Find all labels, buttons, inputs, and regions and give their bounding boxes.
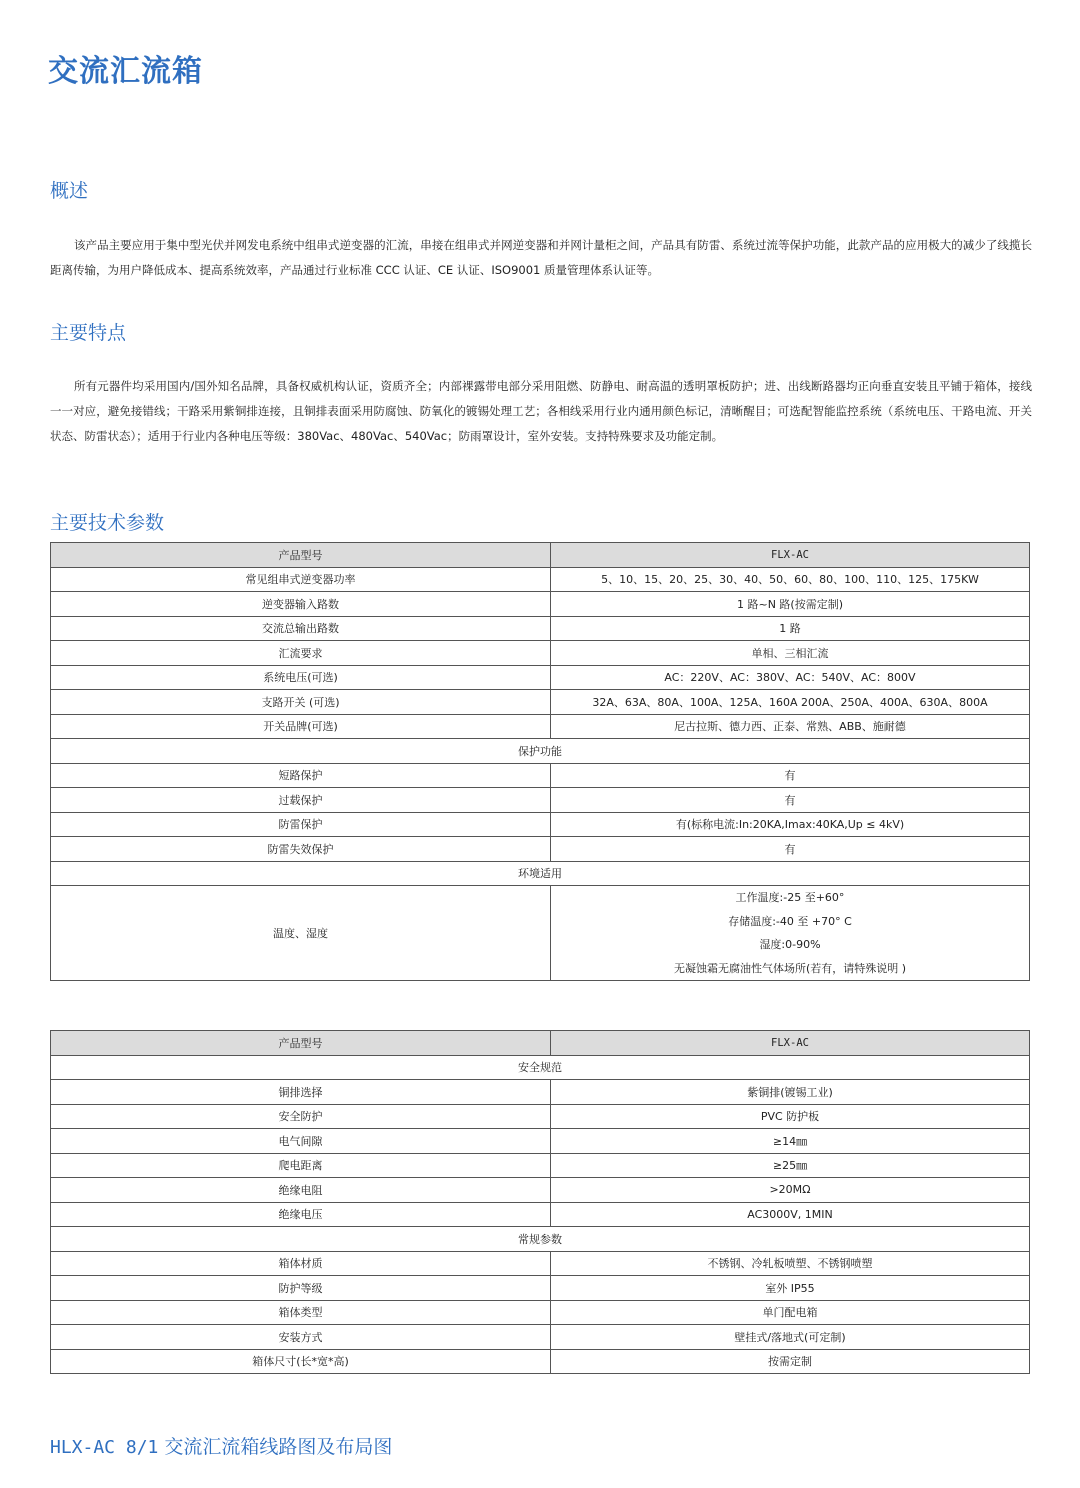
table2-group-a [51, 1080, 1030, 1227]
table-row [51, 641, 1030, 666]
table-row [51, 665, 1030, 690]
section-safety-cell: 安全规范 [51, 1055, 1030, 1080]
row-key-cell: 爬电距离 [51, 1153, 551, 1178]
row-value-cell: AC3000V, 1MIN [551, 1202, 1030, 1227]
env-line: 湿度:0-90% [759, 938, 821, 951]
row-key-cell: 短路保护 [51, 763, 551, 788]
row-value-cell: 5、10、15、20、25、30、40、50、60、80、100、110、125、175KW [551, 567, 1030, 592]
row-key-cell: 绝缘电阻 [51, 1178, 551, 1203]
row-value-cell: 单相、三相汇流 [551, 641, 1030, 666]
table-row [51, 812, 1030, 837]
env-value-cell [551, 886, 1030, 981]
row-key-cell: 支路开关 (可选) [51, 690, 551, 715]
row-key-cell: 安全防护 [51, 1104, 551, 1129]
table1-group-b [51, 763, 1030, 861]
features-heading: 主要特点 [50, 322, 127, 344]
row-value-cell: 不锈钢、冷轧板喷塑、不锈钢喷塑 [551, 1251, 1030, 1276]
row-key-cell: 开关品牌(可选) [51, 714, 551, 739]
row-key-cell: 防雷失效保护 [51, 837, 551, 862]
row-value-cell: 有 [551, 788, 1030, 813]
table-row [51, 1153, 1030, 1178]
row-key-cell: 逆变器输入路数 [51, 592, 551, 617]
row-value-cell: AC：220V、AC：380V、AC：540V、AC：800V [551, 665, 1030, 690]
row-value-cell: 单门配电箱 [551, 1300, 1030, 1325]
features-text: 所有元器件均采用国内/国外知名品牌，具备权威机构认证，资质齐全；内部裸露带电部分采用阻燃、防静电、耐高温的透明罩板防护；进、出线断路器均正向垂直安装且平铺于箱体，接线一一对应，避免接错线；干路采用紫铜排连接，且铜排表面采用防腐蚀、防氧化的镀锡处理工艺；各相线采用行业内通用颜色标记，清晰醒目；可选配智能监控系统（系统电压、干路电流、开关状态、防雷状态）；适用于行业内各种电压等级：380Vac、480Vac、540Vac；防雨罩设计，室外安装。支持特殊要求及功能定制。 [50, 379, 1032, 443]
header-key-cell: 产品型号 [51, 1031, 551, 1056]
diagram-title: 交流汇流箱线路图及布局图 [164, 1436, 393, 1458]
table-row [51, 1325, 1030, 1350]
overview-text: 该产品主要应用于集中型光伏并网发电系统中组串式逆变器的汇流，串接在组串式并网逆变器和并网计量柜之间，产品具有防雷、系统过流等保护功能，此款产品的应用极大的减少了线揽长距离传输，为用户降低成本、提高系统效率，产品通过行业标准 CCC 认证、CE 认证、ISO9001 质量管理体系认证等。 [50, 238, 1032, 277]
row-value-cell: 壁挂式/落地式(可定制) [551, 1325, 1030, 1350]
overview-paragraph [50, 233, 1032, 283]
table-row [51, 1251, 1030, 1276]
row-value-cell: 32A、63A、80A、100A、125A、160A 200A、250A、400A、630A、800A [551, 690, 1030, 715]
row-key-cell: 交流总输出路数 [51, 616, 551, 641]
env-line: 无凝蚀霜无腐油性气体场所(若有，请特殊说明 ) [673, 961, 907, 975]
section-row [51, 739, 1030, 764]
row-key-cell: 安装方式 [51, 1325, 551, 1350]
diagram-model: HLX-AC 8/1 [50, 1437, 159, 1458]
table-row [51, 616, 1030, 641]
row-value-cell: ≥25㎜ [551, 1153, 1030, 1178]
table-header-row [51, 543, 1030, 568]
spec-table-2 [50, 1030, 1030, 1374]
section-protect-cell: 保护功能 [51, 739, 1030, 764]
table-row [51, 763, 1030, 788]
row-value-cell: 1 路 [551, 616, 1030, 641]
specs-heading: 主要技术参数 [50, 512, 165, 534]
table-row [51, 1300, 1030, 1325]
table-row [51, 1129, 1030, 1154]
row-key-cell: 防护等级 [51, 1276, 551, 1301]
row-key-cell: 过载保护 [51, 788, 551, 813]
env-line: 工作温度:-25 至+60° [735, 891, 845, 904]
table-row [51, 837, 1030, 862]
header-value-cell: FLX-AC [551, 543, 1030, 568]
diagram-heading [50, 1432, 392, 1459]
row-key-cell: 铜排选择 [51, 1080, 551, 1105]
table-row-env [51, 886, 1030, 981]
row-key-cell: 箱体尺寸(长*宽*高) [51, 1349, 551, 1374]
row-key-cell: 汇流要求 [51, 641, 551, 666]
row-value-cell: 紫铜排(镀锡工业) [551, 1080, 1030, 1105]
table-row [51, 714, 1030, 739]
table-row [51, 567, 1030, 592]
table-row [51, 788, 1030, 813]
row-key-cell: 防雷保护 [51, 812, 551, 837]
row-key-cell: 系统电压(可选) [51, 665, 551, 690]
section-row [51, 1227, 1030, 1252]
row-key-cell: 常见组串式逆变器功率 [51, 567, 551, 592]
table-row [51, 1080, 1030, 1105]
row-value-cell: 有 [551, 837, 1030, 862]
table2-group-b [51, 1251, 1030, 1374]
row-value-cell: 1 路~N 路(按需定制) [551, 592, 1030, 617]
section-row [51, 861, 1030, 886]
row-value-cell: ≥14㎜ [551, 1129, 1030, 1154]
spec-table-1 [50, 542, 1030, 981]
row-key-cell: 箱体类型 [51, 1300, 551, 1325]
header-value-cell: FLX-AC [551, 1031, 1030, 1056]
row-key-cell: 绝缘电压 [51, 1202, 551, 1227]
row-key-cell: 箱体材质 [51, 1251, 551, 1276]
table-row [51, 1104, 1030, 1129]
row-value-cell: 有(标称电流:In:20KA,Imax:40KA,Up ≤ 4kV) [551, 812, 1030, 837]
table-row [51, 592, 1030, 617]
row-value-cell: >20MΩ [551, 1178, 1030, 1203]
section-env-cell: 环境适用 [51, 861, 1030, 886]
section-row [51, 1055, 1030, 1080]
header-key-cell: 产品型号 [51, 543, 551, 568]
row-value-cell: 有 [551, 763, 1030, 788]
page-title: 交流汇流箱 [48, 54, 203, 89]
row-value-cell: PVC 防护板 [551, 1104, 1030, 1129]
row-key-cell: 电气间隙 [51, 1129, 551, 1154]
table-row [51, 1349, 1030, 1374]
row-value-cell: 室外 IP55 [551, 1276, 1030, 1301]
env-line: 存储温度:-40 至 +70° C [728, 914, 852, 928]
table-row [51, 690, 1030, 715]
features-paragraph [50, 374, 1032, 449]
row-value-cell: 尼古拉斯、德力西、正泰、常熟、ABB、施耐德 [551, 714, 1030, 739]
env-key-cell: 温度、湿度 [51, 886, 551, 981]
table-row [51, 1178, 1030, 1203]
overview-heading: 概述 [50, 180, 89, 202]
row-value-cell: 按需定制 [551, 1349, 1030, 1374]
table-row [51, 1202, 1030, 1227]
table-header-row [51, 1031, 1030, 1056]
table-row [51, 1276, 1030, 1301]
table1-group-a [51, 567, 1030, 739]
section-general-cell: 常规参数 [51, 1227, 1030, 1252]
